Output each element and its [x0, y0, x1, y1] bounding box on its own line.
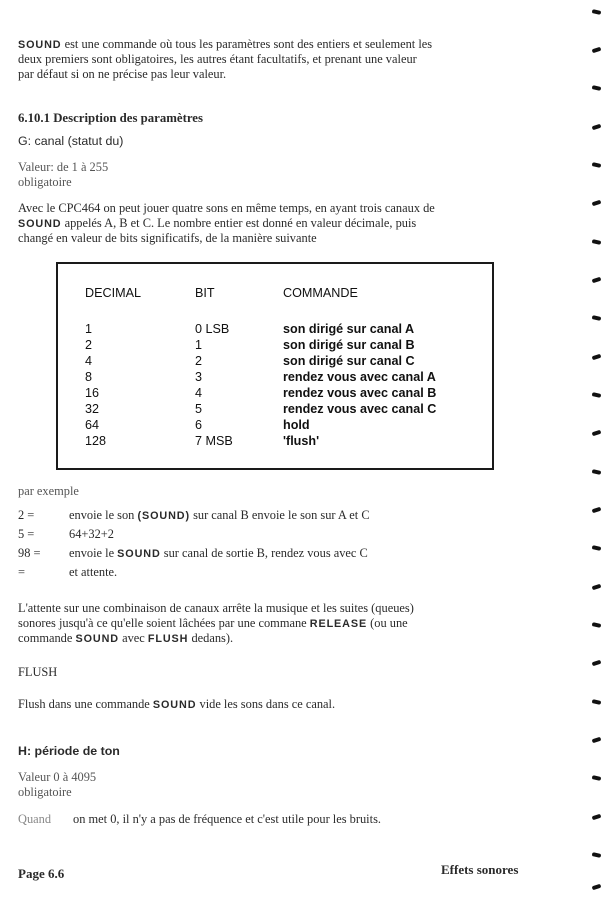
margin-marks: [590, 0, 605, 900]
wait-line-2: sonores jusqu'à ce qu'elle soient lâchées par une commane RELEASE (ou une: [18, 616, 408, 630]
paragraph-line-2: SOUND appelés A, B et C. Le nombre entier est donné en valeur décimale, puis: [18, 216, 417, 230]
sound-keyword: SOUND: [18, 218, 62, 230]
page-number: Page 6.6: [18, 866, 65, 881]
margin-mark: [592, 699, 602, 705]
paragraph-line-1: Avec le CPC464 on peut jouer quatre sons en même temps, en ayant trois canaux de: [18, 201, 435, 215]
h-line: Quand on met 0, il n'y a pas de fréquence et c'est utile pour les bruits.: [18, 812, 381, 826]
intro-line-3: par défaut si on ne précise pas leur valeur.: [18, 67, 227, 81]
h-value: Valeur 0 à 4095: [18, 770, 97, 784]
intro-line-1: SOUND est une commande où tous les paramètres sont des entiers et seulement les: [18, 37, 433, 51]
example-row: 2 = envoie le son (SOUND) sur canal B envoie le son sur A et C: [18, 508, 370, 522]
margin-mark: [592, 124, 602, 131]
margin-mark: [592, 507, 602, 514]
margin-mark: [592, 9, 602, 15]
chapter-title: Effets sonores: [441, 862, 519, 877]
sound-keyword: SOUND: [18, 39, 62, 51]
margin-mark: [592, 239, 602, 245]
table-header-decimal: DECIMAL: [85, 286, 141, 300]
h-title: H: période de ton: [18, 744, 120, 758]
margin-mark: [592, 584, 602, 591]
margin-mark: [592, 884, 602, 891]
sound-keyword: SOUND: [75, 633, 119, 645]
h-required: obligatoire: [18, 785, 72, 799]
flush-line: Flush dans une commande SOUND vide les sons dans ce canal.: [18, 697, 336, 711]
margin-mark: [592, 430, 602, 437]
wait-line-1: L'attente sur une combinaison de canaux arrête la musique et les suites (queues): [18, 601, 414, 615]
release-keyword: RELEASE: [309, 618, 368, 630]
example-row: 5 = 64+32+2: [18, 527, 114, 541]
margin-mark: [592, 200, 602, 207]
margin-mark: [592, 737, 602, 744]
margin-mark: [592, 47, 602, 54]
margin-mark: [592, 277, 602, 284]
intro-line-2: deux premiers sont obligatoires, les autres étant facultatifs, et prenant une valeur: [18, 52, 417, 66]
g-value: Valeur: de 1 à 255: [18, 160, 109, 174]
sound-keyword: SOUND: [152, 699, 197, 711]
margin-mark: [592, 392, 602, 398]
margin-mark: [592, 162, 602, 168]
g-title: G: canal (statut du): [18, 134, 124, 148]
margin-mark: [592, 315, 602, 321]
margin-mark: [592, 85, 602, 91]
table-header-bit: BIT: [195, 286, 215, 300]
table-header-commande: COMMANDE: [283, 286, 358, 300]
margin-mark: [592, 852, 602, 858]
sound-keyword: SOUND: [117, 548, 161, 560]
flush-keyword: FLUSH: [147, 633, 189, 645]
paragraph-line-3: changé en valeur de bits significatifs, de la manière suivante: [18, 231, 317, 245]
margin-mark: [592, 354, 602, 361]
margin-mark: [592, 622, 602, 628]
margin-mark: [592, 545, 602, 551]
margin-mark: [592, 660, 602, 667]
sound-keyword: (SOUND): [137, 510, 190, 522]
examples-intro: par exemple: [18, 484, 79, 498]
wait-line-3: commande SOUND avec FLUSH dedans).: [18, 631, 234, 645]
margin-mark: [592, 775, 602, 781]
flush-title: FLUSH: [18, 665, 58, 679]
example-row: = et attente.: [18, 565, 118, 579]
g-required: obligatoire: [18, 175, 72, 189]
margin-mark: [592, 469, 602, 475]
section-heading: 6.10.1 Description des paramètres: [18, 111, 203, 125]
example-row: 98 = envoie le SOUND sur canal de sortie B, rendez vous avec C: [18, 546, 368, 560]
margin-mark: [592, 814, 602, 821]
channel-bit-table: DECIMAL BIT COMMANDE 1 0 LSB son dirigé sur canal A 2 1 son dirigé sur canal B 4 2 son dirigé sur canal C 8 3 rendez vous avec canal A 16 4 rendez vous avec canal B 32 5 rendez vous avec canal C 64 6 hold 128 7 MSB 'flush': [56, 262, 494, 470]
